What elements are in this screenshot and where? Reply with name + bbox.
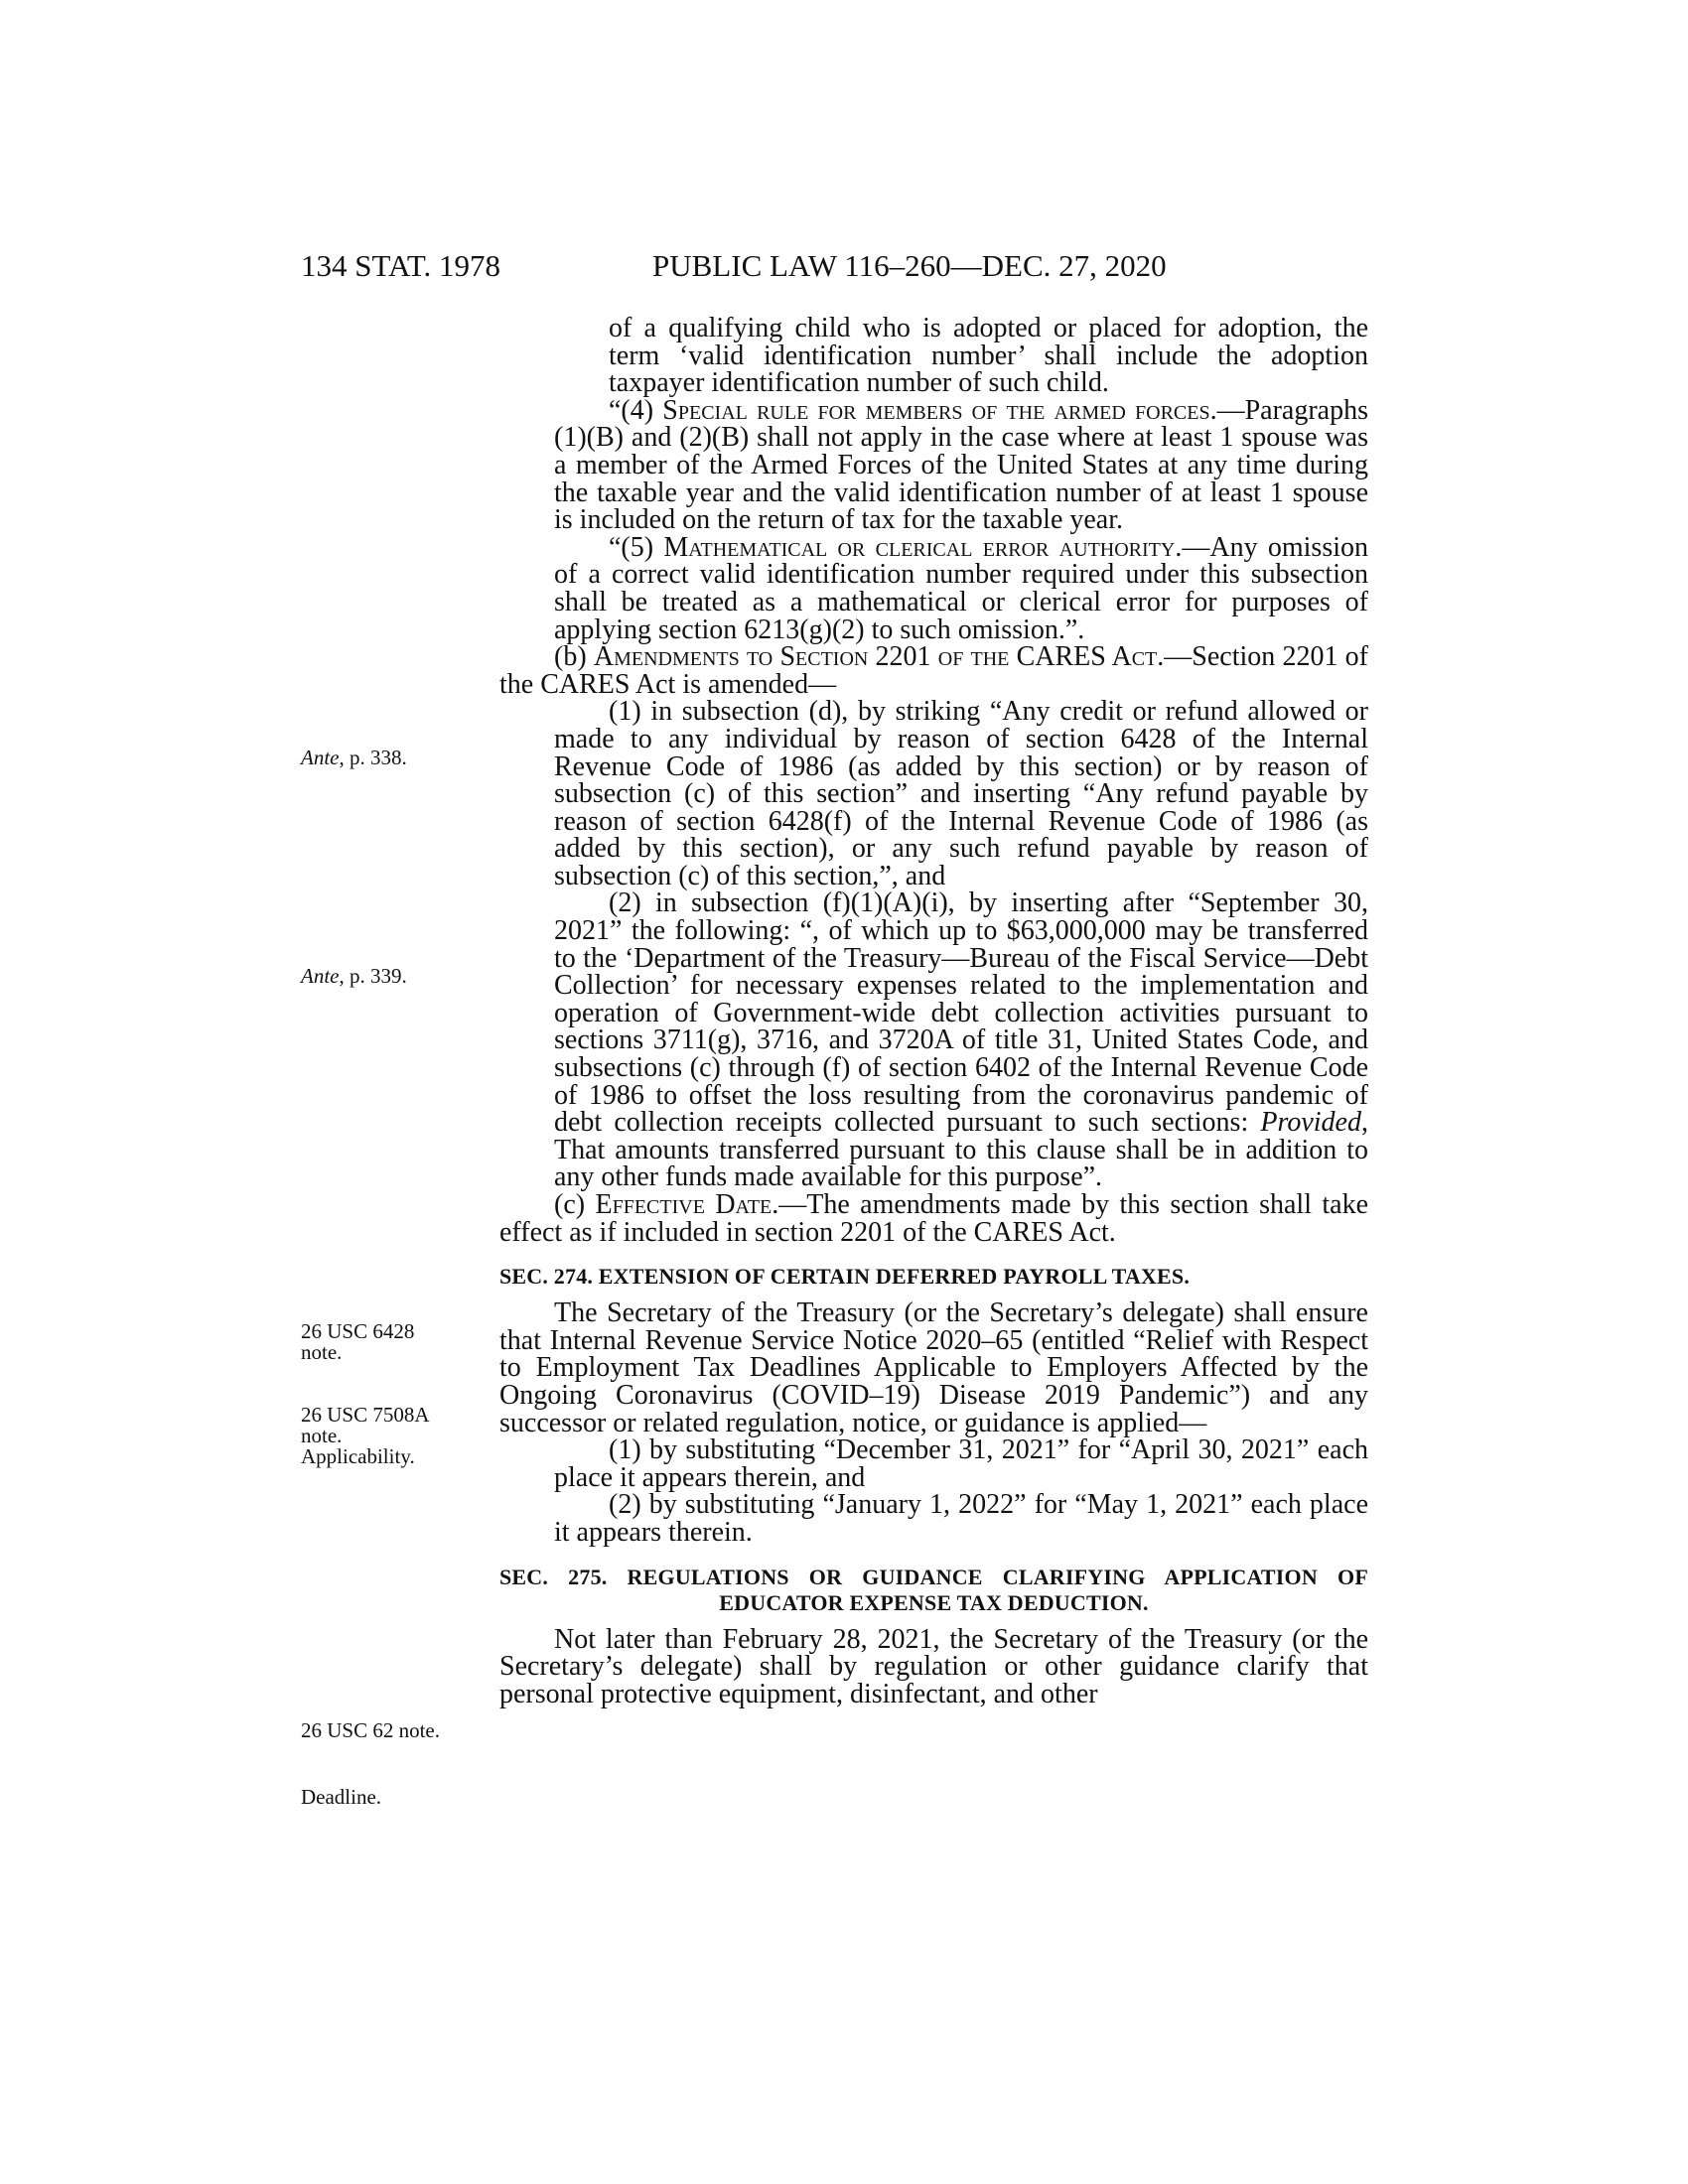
paragraph-sec-274-item-1: (1) by substituting “December 31, 2021” for “April 30, 2021” each place it appears therein, and (554, 1434, 1368, 1493)
paragraph-armed-forces: “(4) Special rule for members of the armed forces.—Paragraphs (1)(B) and (2)(B) shall not apply in the case where at least 1 spouse was a member of the Armed Forces of the United States at any time during the taxable year and the valid identification number of at least 1 spouse is included on the return of tax for the taxable year. (554, 394, 1368, 536)
paragraph-sec-275: Not later than February 28, 2021, the Secretary of the Treasury (or the Secretary’s delegate) shall by regulation or other guidance clarify that personal protective equipment, disinfectant, and other (499, 1623, 1368, 1709)
margin-note-ante-338: Ante, p. 338. (301, 746, 407, 769)
margin-note-26-usc-7508a: 26 USC 7508A note. Applicability. (301, 1403, 430, 1468)
paragraph-cares-amendments: (b) Amendments to Section 2201 of the CARES Act.—Section 2201 of the CARES Act is amended— (499, 641, 1368, 700)
paragraph-subsection-d: (1) in subsection (d), by striking “Any credit or refund allowed or made to any individual by reason of section 6428 of the Internal Revenue Code of 1986 (as added by this section) or by reason of subsection (c) of this section” and inserting “Any refund payable by reason of section 6428(f) of the Internal Revenue Code of 1986 (as added by this section), or any such refund payable by reason of subsection (c) of this section,”, and (554, 696, 1368, 891)
margin-note-26-usc-6428: 26 USC 6428 note. (301, 1319, 415, 1364)
section-274-heading: SEC. 274. EXTENSION OF CERTAIN DEFERRED PAYROLL TAXES. (499, 1264, 1191, 1290)
paragraph-subsection-f: (2) in subsection (f)(1)(A)(i), by inserting after “September 30, 2021” the following: “, of which up to $63,000,000 may be transferred to the ‘Department of the Treasury—Bureau of the Fiscal Service—Debt Collection’ for necessary expenses related to the implementation and operation of Government-wide debt collection activities pursuant to sections 3711(g), 3716, and 3720A of title 31, United States Code, and subsections (c) through (f) of section 6402 of the Internal Revenue Code of 1986 to offset the loss resulting from the coronavirus pandemic of debt collection receipts collected pursuant to such sections: Provided, That amounts transferred pursuant to this clause shall be in addition to any other funds made available for this purpose”. (554, 887, 1368, 1193)
paragraph-sec-274: The Secretary of the Treasury (or the Secretary’s delegate) shall ensure that Internal Revenue Service Notice 2020–65 (entitled “Relief with Respect to Employment Tax Deadlines Applicable to Employers Affected by the Ongoing Coronavirus (COVID–19) Disease 2019 Pandemic”) and any successor or related regulation, notice, or guidance is applied— (499, 1297, 1368, 1438)
page-header (0, 248, 1688, 288)
paragraph-effective-date: (c) Effective Date.—The amendments made by this section shall take effect as if included in section 2201 of the CARES Act. (499, 1189, 1369, 1248)
section-275-heading: SEC. 275. REGULATIONS OR GUIDANCE CLARIFYING APPLICATION OF EDUCATOR EXPENSE TAX DEDUCTION. (499, 1564, 1368, 1615)
statute-page-number: 134 STAT. 1978 (301, 248, 501, 283)
public-law-title: PUBLIC LAW 116–260—DEC. 27, 2020 (652, 248, 1167, 283)
document-body (499, 315, 1368, 1707)
paragraph-sec-274-item-2: (2) by substituting “January 1, 2022” for “May 1, 2021” each place it appears therein. (554, 1489, 1368, 1548)
margin-note-26-usc-62: 26 USC 62 note. (301, 1718, 441, 1742)
margin-note-ante-339: Ante, p. 339. (301, 964, 407, 988)
paragraph-math-error: “(5) Mathematical or clerical error authority.—Any omission of a correct valid identification number required under this subsection shall be treated as a mathematical or clerical error for purposes of applying section 6213(g)(2) to such omission.”. (554, 531, 1368, 645)
margin-note-deadline: Deadline. (301, 1785, 382, 1809)
paragraph-adoption-id: of a qualifying child who is adopted or placed for adoption, the term ‘valid identification number’ shall include the adoption taxpayer identification number of such child. (609, 313, 1368, 399)
